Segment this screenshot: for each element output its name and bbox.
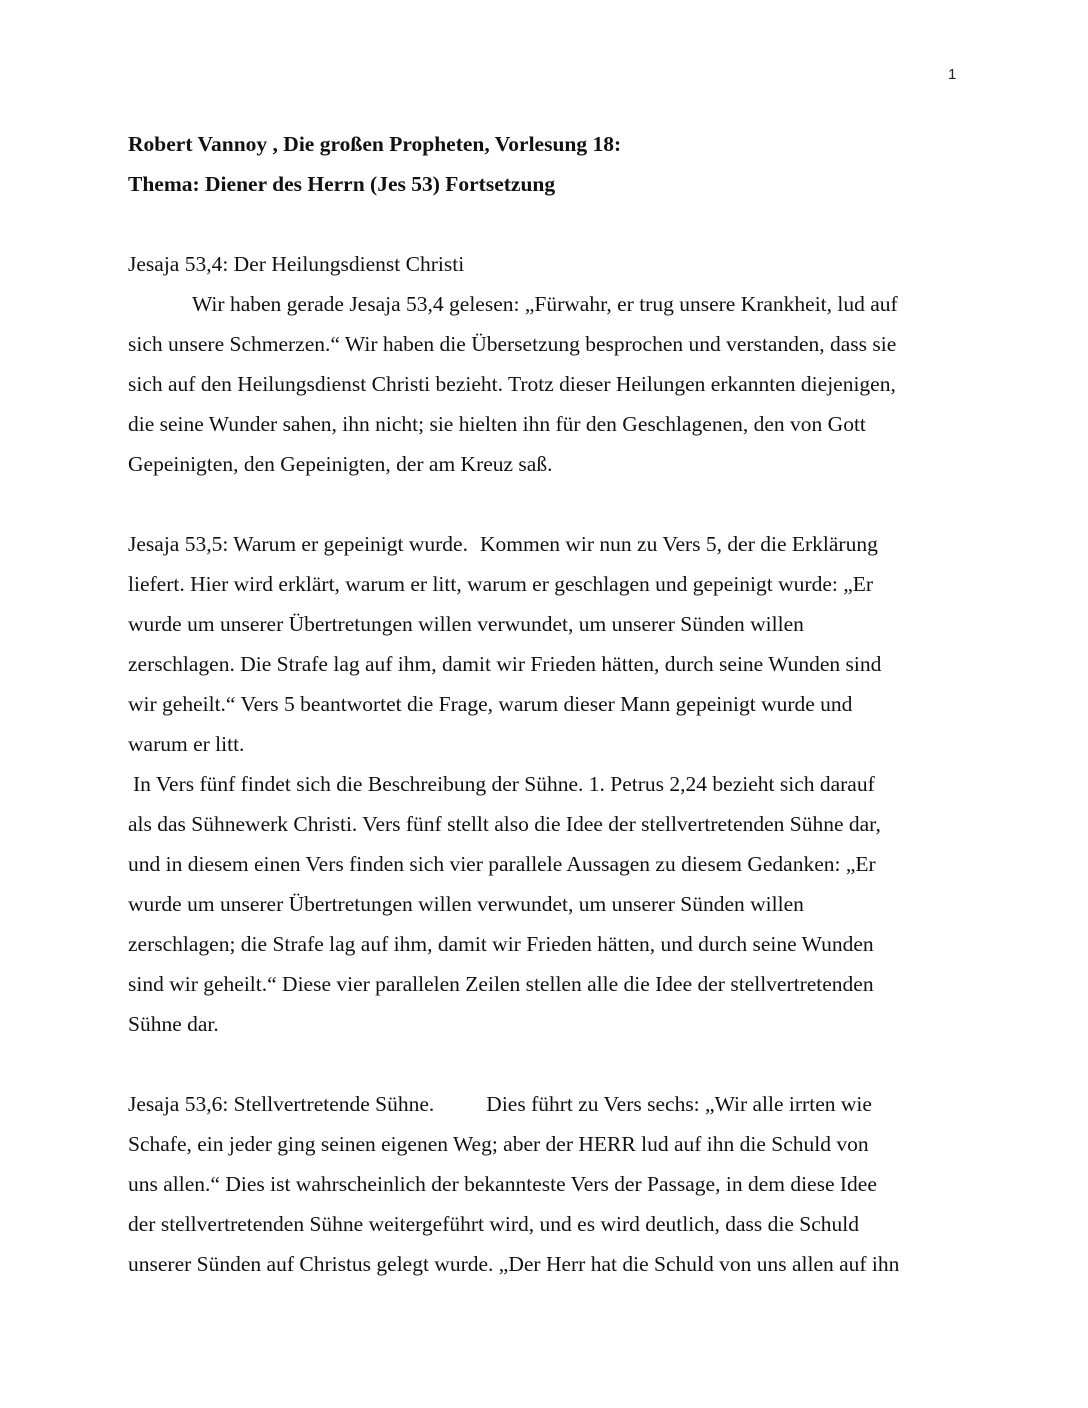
section-heading: Jesaja 53,4: Der Heilungsdienst Christi <box>128 252 465 276</box>
text-line: und in diesem einen Vers finden sich vier parallele Aussagen zu diesem Gedanken: „Er <box>128 852 876 876</box>
text-line: wurde um unserer Übertretungen willen verwundet, um unserer Sünden willen <box>128 892 804 916</box>
text-line: als das Sühnewerk Christi. Vers fünf stellt also die Idee der stellvertretenden Sühne dar, <box>128 812 881 836</box>
text-line: Schafe, ein jeder ging seinen eigenen Weg; aber der HERR lud auf ihn die Schuld von <box>128 1132 869 1156</box>
text-line: sind wir geheilt.“ Diese vier parallelen Zeilen stellen alle die Idee der stellvertretenden <box>128 972 874 996</box>
text-line <box>128 764 960 804</box>
text-line <box>128 524 960 564</box>
text-line: der stellvertretenden Sühne weitergeführt wird, und es wird deutlich, dass die Schuld <box>128 1212 860 1236</box>
text-line: Gepeinigten, den Gepeinigten, der am Kreuz saß. <box>128 452 553 476</box>
text-line-content: Dies führt zu Vers sechs: „Wir alle irrten wie <box>486 1092 872 1116</box>
lecture-title: Robert Vannoy , Die großen Propheten, Vorlesung 18: <box>128 132 622 156</box>
text-line: zerschlagen; die Strafe lag auf ihm, damit wir Frieden hätten, und durch seine Wunden <box>128 932 874 956</box>
document-body <box>128 124 960 1284</box>
text-line: uns allen.“ Dies ist wahrscheinlich der bekannteste Vers der Passage, in dem diese Idee <box>128 1172 877 1196</box>
section-heading: Jesaja 53,5: Warum er gepeinigt wurde. <box>128 532 468 556</box>
text-line: liefert. Hier wird erklärt, warum er litt, warum er geschlagen und gepeinigt wurde: „Er <box>128 572 874 596</box>
text-line-content: Kommen wir nun zu Vers 5, der die Erklärung <box>479 532 878 556</box>
lecture-topic: Thema: Diener des Herrn (Jes 53) Fortsetzung <box>128 172 556 196</box>
text-line: zerschlagen. Die Strafe lag auf ihm, damit wir Frieden hätten, durch seine Wunden sind <box>128 652 882 676</box>
text-line: wurde um unserer Übertretungen willen verwundet, um unserer Sünden willen <box>128 612 804 636</box>
text-line: sich unsere Schmerzen.“ Wir haben die Übersetzung besprochen und verstanden, dass sie <box>128 332 897 356</box>
text-line-content: In Vers fünf findet sich die Beschreibung der Sühne. 1. Petrus 2,24 bezieht sich darauf <box>133 772 875 796</box>
section-why-afflicted <box>128 524 960 1044</box>
text-line: Sühne dar. <box>128 1012 219 1036</box>
section-substitutionary-atonement <box>128 1084 960 1284</box>
text-line: wir geheilt.“ Vers 5 beantwortet die Frage, warum dieser Mann gepeinigt wurde und <box>128 692 853 716</box>
section-heading: Jesaja 53,6: Stellvertretende Sühne. <box>128 1092 435 1116</box>
text-line-content: Wir haben gerade Jesaja 53,4 gelesen: „Fürwahr, er trug unsere Krankheit, lud auf <box>192 292 898 316</box>
page-number: 1 <box>948 66 957 83</box>
text-line <box>128 284 960 324</box>
text-line: die seine Wunder sahen, ihn nicht; sie hielten ihn für den Geschlagenen, den von Gott <box>128 412 866 436</box>
text-line <box>128 1084 960 1124</box>
section-healing-ministry <box>128 244 960 484</box>
text-line: sich auf den Heilungsdienst Christi bezieht. Trotz dieser Heilungen erkannten diejenigen, <box>128 372 896 396</box>
text-line: warum er litt. <box>128 732 245 756</box>
text-line: unserer Sünden auf Christus gelegt wurde. „Der Herr hat die Schuld von uns allen auf ihn <box>128 1252 900 1276</box>
